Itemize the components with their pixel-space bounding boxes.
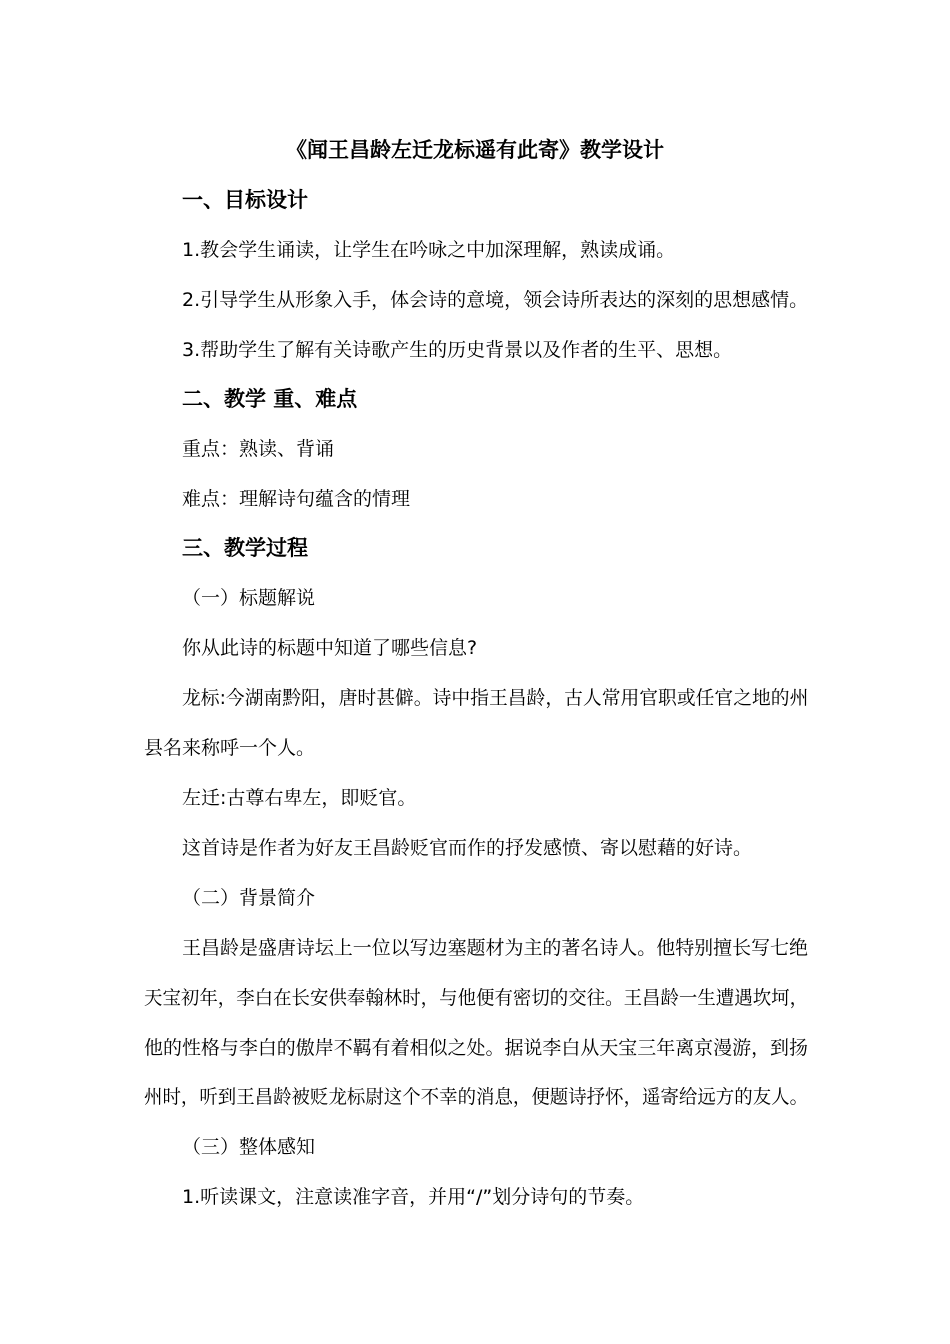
subheading-background: （二）背景简介: [182, 887, 316, 909]
subheading-title-explanation: （一）标题解说: [182, 587, 316, 609]
difficulty-text: 难点：理解诗句蕴含的情理: [182, 488, 411, 510]
section-heading-goals: 一、目标设计: [182, 188, 308, 212]
goal-item-3: 3.帮助学生了解有关诗歌产生的历史背景以及作者的生平、思想。: [182, 339, 733, 361]
key-point-text: 重点：熟读、背诵: [182, 438, 335, 460]
perception-item-1: 1.听读课文，注意读准字音，并用“/”划分诗句的节奏。: [182, 1186, 645, 1208]
background-line-4: 州时，听到王昌龄被贬龙标尉这个不幸的消息，便题诗抒怀，遥寄给远方的友人。: [144, 1086, 809, 1108]
longbiao-paragraph-line-1: 龙标:今湖南黔阳，唐时甚僻。诗中指王昌龄，古人常用官职或任官之地的州: [182, 687, 809, 709]
document-title: 《闻王昌龄左迁龙标遥有此寄》教学设计: [286, 138, 664, 162]
summary-paragraph: 这首诗是作者为好友王昌龄贬官而作的抒发感愤、寄以慰藉的好诗。: [182, 837, 753, 859]
subheading-overall-perception: （三）整体感知: [182, 1136, 316, 1158]
background-line-2: 天宝初年，李白在长安供奉翰林时，与他便有密切的交往。王昌龄一生遭遇坎坷，: [144, 987, 809, 1009]
background-line-1: 王昌龄是盛唐诗坛上一位以写边塞题材为主的著名诗人。他特别擅长写七绝: [182, 937, 809, 959]
question-text: 你从此诗的标题中知道了哪些信息?: [182, 637, 478, 659]
zuoqian-paragraph: 左迁:古尊右卑左，即贬官。: [182, 787, 417, 809]
section-heading-process: 三、教学过程: [182, 536, 308, 560]
section-heading-key-points: 二、教学 重、难点: [182, 387, 358, 411]
goal-item-2: 2.引导学生从形象入手，体会诗的意境，领会诗所表达的深刻的思想感情。: [182, 289, 809, 311]
longbiao-paragraph-line-2: 县名来称呼一个人。: [144, 737, 316, 759]
background-line-3: 他的性格与李白的傲岸不羁有着相似之处。据说李白从天宝三年离京漫游，到扬: [144, 1037, 809, 1059]
goal-item-1: 1.教会学生诵读，让学生在吟咏之中加深理解，熟读成诵。: [182, 239, 676, 261]
